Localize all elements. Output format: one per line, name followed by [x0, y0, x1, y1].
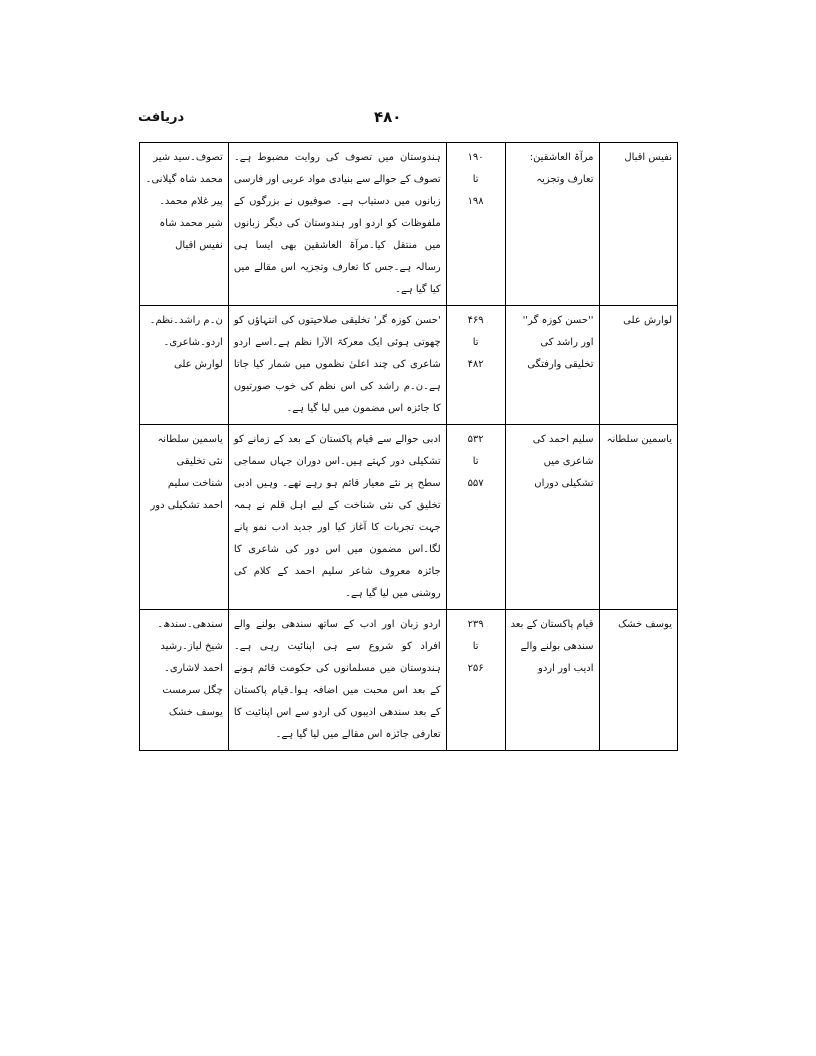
page-end: ۲۵۶ [467, 663, 484, 674]
author-cell: یاسمین سلطانہ [599, 425, 677, 610]
page-separator: تا [472, 174, 479, 185]
journal-name: دریافت [138, 110, 185, 125]
page-end: ۱۹۸ [467, 196, 484, 207]
table-row [140, 143, 678, 306]
table-row [140, 610, 678, 751]
page-end: ۴۸۲ [467, 359, 484, 370]
page-number: ۴۸۰ [374, 108, 402, 126]
title-cell: قیام پاکستان کے بعد سندھی بولنے والے ادیب اور اردو [505, 610, 599, 751]
author-cell: یوسف خشک [599, 610, 677, 751]
summary-cell: اردو زبان اور ادب کے ساتھ سندھی بولنے والے افراد کو شروع سے ہی اپنائیت رہی ہے۔ہندوستان میں مسلمانوں کی حکومت قائم ہونے کے بعد اس محبت میں اضافہ ہوا۔قیام پاکستان کے بعد سندھی ادیبوں کی اردو سے اس اپنائیت کا تعارفی جائزہ اس مقالے میں لیا گیا ہے۔ [228, 610, 446, 751]
page-start: ۲۳۹ [467, 619, 484, 630]
page-separator: تا [472, 337, 479, 348]
table-row [140, 306, 678, 425]
summary-cell: ادبی حوالے سے قیام پاکستان کے بعد کے زمانے کو تشکیلی دور کہتے ہیں۔اس دوران جہاں سماجی سطح پر نئے معیار قائم ہو رہے تھے۔ وہیں ادبی تخلیق کی نئی شناخت کے لیے اہل قلم نے ہمہ جہت تجربات کا آغاز کیا اور جدید ادب نمو پانے لگا۔اس مضمون میں اس دور کی شاعری کا جائزہ معروف شاعر سلیم احمد کے کلام کی روشنی میں لیا گیا ہے۔ [228, 425, 446, 610]
page-separator: تا [472, 456, 479, 467]
keywords-cell: ن۔م راشد۔نظم۔ اردو۔شاعری۔ لوارش علی [140, 306, 229, 425]
table-row [140, 425, 678, 610]
keywords-cell: سندھی۔سندھ۔شیخ لیاز۔رشید احمد لاشاری۔چگل سرمست یوسف خشک [140, 610, 229, 751]
pages-cell [446, 610, 505, 751]
title-cell: مرآۃ العاشقین: تعارف وتجزیہ [505, 143, 599, 306]
pages-cell [446, 425, 505, 610]
author-cell: نفیس اقبال [599, 143, 677, 306]
keywords-cell: یاسمین سلطانہ نئی تخلیقی شناخت سلیم احمد تشکیلی دور [140, 425, 229, 610]
page-start: ۵۳۲ [467, 434, 484, 445]
title-cell: ''حسن کوزہ گر'' اور راشد کی تخلیقی وارفتگی [505, 306, 599, 425]
article-index-table [139, 142, 678, 751]
page-end: ۵۵۷ [467, 478, 484, 489]
author-cell: لوارش علی [599, 306, 677, 425]
summary-cell: 'حسن کوزہ گر' تخلیقی صلاحیتوں کی انتہاؤں کو چھوتی ہوئی ایک معرکۃ الآرا نظم ہے۔اسے اردو شاعری کی چند اعلیٰ نظموں میں شمار کیا جاتا ہے۔ن۔م راشد کی اس نظم کی خوب صورتیوں کا جائزہ اس مضمون میں لیا گیا ہے۔ [228, 306, 446, 425]
keywords-cell: تصوف۔سید شیر محمد شاہ گیلانی۔پیر غلام محمد۔شیر محمد شاہ نفیس اقبال [140, 143, 229, 306]
title-cell: سلیم احمد کی شاعری میں تشکیلی دوراں [505, 425, 599, 610]
pages-cell [446, 306, 505, 425]
page-start: ۴۶۹ [467, 315, 484, 326]
summary-cell: ہندوستان میں تصوف کی روایت مضبوط ہے۔تصوف کے حوالے سے بنیادی مواد عربی اور فارسی زبانوں میں دستیاب ہے۔ صوفیوں نے بزرگوں کے ملفوظات کو اردو اور ہندوستان کی دیگر زبانوں میں منتقل کیا۔مرآۃ العاشقین بھی ایسا ہی رسالہ ہے۔جس کا تعارف وتجزیہ اس مقالے میں کیا گیا ہے۔ [228, 143, 446, 306]
page-start: ۱۹۰ [467, 152, 484, 163]
page-separator: تا [472, 641, 479, 652]
pages-cell [446, 143, 505, 306]
